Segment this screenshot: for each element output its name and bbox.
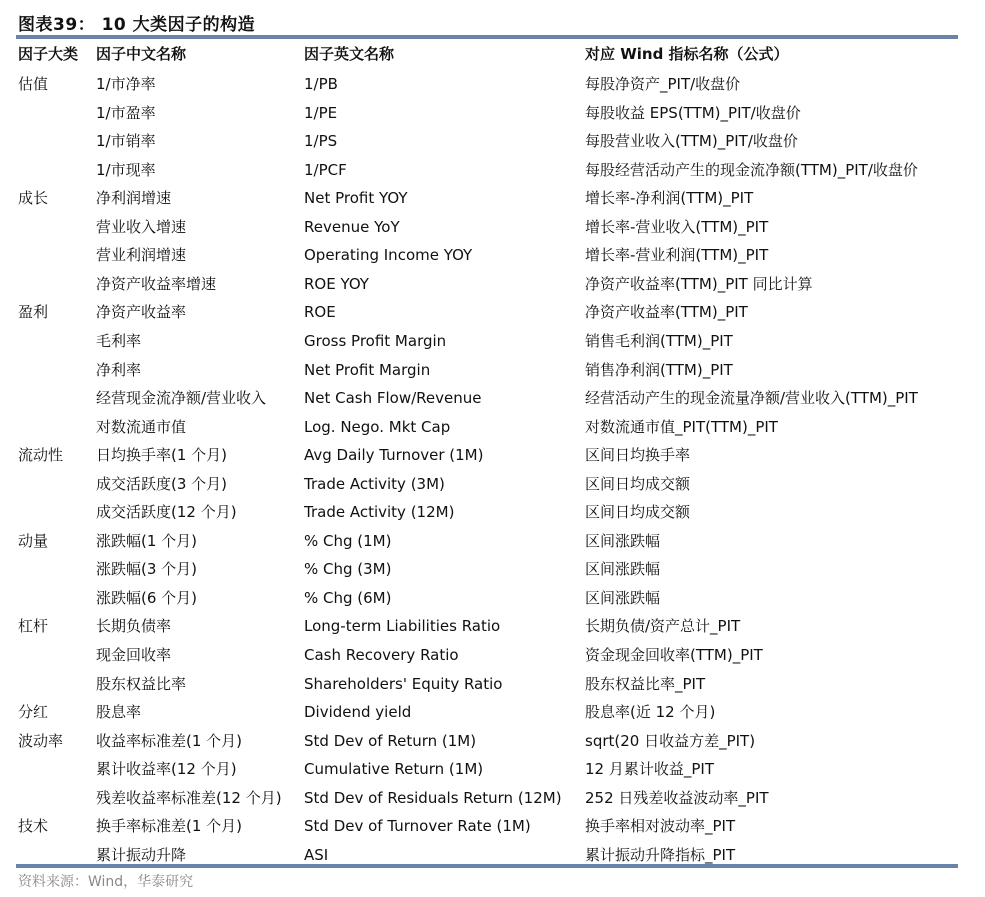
cell-en-name: Operating Income YOY (304, 246, 473, 265)
cell-wind-formula: 区间涨跌幅 (585, 588, 661, 607)
cell-cn-name: 换手率标准差(1 个月) (96, 817, 243, 836)
cell-cn-name: 股东权益比率 (96, 674, 187, 693)
table-row (0, 216, 985, 244)
cell-wind-formula: 资金现金回收率(TTM)_PIT (585, 646, 763, 664)
table-row (0, 758, 985, 786)
cell-cn-name: 累计收益率(12 个月) (96, 760, 237, 779)
cell-category: 动量 (18, 531, 49, 550)
table-row (0, 673, 985, 701)
cell-wind-formula: 销售净利润(TTM)_PIT (585, 360, 733, 379)
top-rule (16, 35, 958, 39)
cell-en-name: Shareholders' Equity Ratio (304, 674, 503, 693)
cell-wind-formula: 换手率相对波动率_PIT (585, 817, 736, 836)
cell-en-name: Trade Activity (3M) (304, 474, 445, 493)
cell-wind-formula: 股东权益比率_PIT (585, 674, 706, 693)
table-row (0, 159, 985, 187)
cell-category: 估值 (18, 75, 49, 93)
table-row (0, 815, 985, 843)
cell-wind-formula: 252 日残差收益波动率_PIT (585, 788, 769, 807)
cell-wind-formula: 每股营业收入(TTM)_PIT/收盘价 (585, 132, 798, 151)
cell-cn-name: 1/市净率 (96, 75, 156, 93)
table-row (0, 359, 985, 387)
cell-wind-formula: 销售毛利润(TTM)_PIT (585, 331, 733, 350)
cell-en-name: ASI (304, 845, 329, 864)
cell-wind-formula: 区间涨跌幅 (585, 560, 661, 579)
cell-en-name: Trade Activity (12M) (304, 503, 455, 522)
cell-cn-name: 净利润增速 (96, 189, 172, 208)
cell-cn-name: 日均换手率(1 个月) (96, 446, 228, 465)
cell-wind-formula: 每股收益 EPS(TTM)_PIT/收盘价 (585, 103, 801, 122)
table-row (0, 102, 985, 130)
table-row (0, 73, 985, 101)
cell-en-name: Long-term Liabilities Ratio (304, 617, 501, 636)
cell-en-name: Gross Profit Margin (304, 331, 447, 350)
cell-cn-name: 营业利润增速 (96, 246, 187, 265)
cell-cn-name: 涨跌幅(3 个月) (96, 560, 198, 579)
cell-wind-formula: 增长率-净利润(TTM)_PIT (585, 189, 754, 208)
cell-cn-name: 股息率 (96, 703, 142, 722)
table-row (0, 387, 985, 415)
cell-cn-name: 1/市盈率 (96, 103, 156, 122)
cell-en-name: Revenue YoY (304, 217, 400, 236)
cell-en-name: Log. Nego. Mkt Cap (304, 417, 451, 436)
cell-cn-name: 涨跌幅(1 个月) (96, 531, 198, 550)
table-row (0, 587, 985, 615)
cell-wind-formula: 增长率-营业收入(TTM)_PIT (585, 217, 769, 236)
table-row (0, 244, 985, 272)
header-wind-formula: 对应 Wind 指标名称（公式） (585, 45, 789, 63)
cell-wind-formula: 股息率(近 12 个月) (585, 703, 716, 722)
table-row (0, 187, 985, 215)
cell-en-name: ROE (304, 303, 336, 322)
cell-wind-formula: 累计振动升降指标_PIT (585, 845, 736, 864)
cell-wind-formula: sqrt(20 日收益方差_PIT) (585, 731, 756, 750)
cell-en-name: % Chg (3M) (304, 560, 392, 579)
cell-cn-name: 净资产收益率增速 (96, 274, 217, 293)
cell-cn-name: 成交活跃度(3 个月) (96, 474, 228, 493)
cell-cn-name: 累计振动升降 (96, 845, 187, 864)
cell-cn-name: 经营现金流净额/营业收入 (96, 389, 267, 408)
cell-cn-name: 对数流通市值 (96, 417, 187, 436)
cell-en-name: Avg Daily Turnover (1M) (304, 446, 484, 465)
cell-cn-name: 毛利率 (96, 331, 142, 350)
table-row (0, 301, 985, 329)
table-row (0, 558, 985, 586)
bottom-rule (16, 864, 958, 868)
table-row (0, 530, 985, 558)
cell-wind-formula: 每股经营活动产生的现金流净额(TTM)_PIT/收盘价 (585, 160, 918, 179)
table-header (0, 43, 985, 65)
header-category: 因子大类 (18, 45, 79, 63)
cell-category: 杠杆 (18, 617, 49, 636)
cell-wind-formula: 12 月累计收益_PIT (585, 760, 714, 779)
cell-en-name: Net Profit YOY (304, 189, 408, 208)
cell-en-name: Cash Recovery Ratio (304, 646, 459, 664)
table-row (0, 273, 985, 301)
cell-cn-name: 1/市销率 (96, 132, 156, 151)
cell-en-name: 1/PB (304, 75, 338, 93)
header-cn-name: 因子中文名称 (96, 45, 187, 63)
table-row (0, 501, 985, 529)
table-row (0, 730, 985, 758)
cell-cn-name: 营业收入增速 (96, 217, 187, 236)
cell-cn-name: 涨跌幅(6 个月) (96, 588, 198, 607)
cell-en-name: 1/PE (304, 103, 338, 122)
cell-wind-formula: 对数流通市值_PIT(TTM)_PIT (585, 417, 778, 436)
cell-wind-formula: 增长率-营业利润(TTM)_PIT (585, 246, 769, 265)
table-row (0, 615, 985, 643)
cell-en-name: Std Dev of Residuals Return (12M) (304, 788, 562, 807)
table-row (0, 330, 985, 358)
cell-en-name: 1/PS (304, 132, 338, 151)
cell-en-name: Cumulative Return (1M) (304, 760, 484, 779)
cell-en-name: 1/PCF (304, 160, 347, 179)
figure-title: 图表39： 10 大类因子的构造 (18, 15, 256, 35)
cell-en-name: Net Cash Flow/Revenue (304, 389, 482, 408)
cell-wind-formula: 区间日均成交额 (585, 503, 691, 522)
cell-wind-formula: 区间日均成交额 (585, 474, 691, 493)
cell-en-name: Std Dev of Turnover Rate (1M) (304, 817, 531, 836)
cell-wind-formula: 区间日均换手率 (585, 446, 691, 465)
cell-cn-name: 现金回收率 (96, 646, 172, 664)
table-row (0, 130, 985, 158)
table-row (0, 644, 985, 672)
cell-category: 分红 (18, 703, 49, 722)
cell-cn-name: 1/市现率 (96, 160, 156, 179)
cell-wind-formula: 区间涨跌幅 (585, 531, 661, 550)
cell-category: 成长 (18, 189, 49, 208)
cell-en-name: ROE YOY (304, 274, 369, 293)
table-row (0, 444, 985, 472)
cell-cn-name: 长期负债率 (96, 617, 172, 636)
table-row (0, 473, 985, 501)
cell-category: 波动率 (18, 731, 64, 750)
cell-cn-name: 净资产收益率 (96, 303, 187, 322)
cell-wind-formula: 净资产收益率(TTM)_PIT (585, 303, 748, 322)
cell-cn-name: 残差收益率标准差(12 个月) (96, 788, 282, 807)
cell-category: 盈利 (18, 303, 49, 322)
cell-en-name: Net Profit Margin (304, 360, 431, 379)
cell-en-name: % Chg (6M) (304, 588, 392, 607)
table-row (0, 787, 985, 815)
header-en-name: 因子英文名称 (304, 45, 395, 63)
cell-wind-formula: 经营活动产生的现金流量净额/营业收入(TTM)_PIT (585, 389, 918, 408)
cell-en-name: Dividend yield (304, 703, 412, 722)
cell-category: 流动性 (18, 446, 64, 465)
cell-cn-name: 收益率标准差(1 个月) (96, 731, 243, 750)
cell-wind-formula: 长期负债/资产总计_PIT (585, 617, 741, 636)
cell-en-name: % Chg (1M) (304, 531, 392, 550)
cell-en-name: Std Dev of Return (1M) (304, 731, 477, 750)
cell-cn-name: 成交活跃度(12 个月) (96, 503, 237, 522)
table-row (0, 701, 985, 729)
cell-wind-formula: 净资产收益率(TTM)_PIT 同比计算 (585, 274, 813, 293)
source-note: 资料来源：Wind，华泰研究 (18, 874, 194, 890)
table-row (0, 416, 985, 444)
cell-category: 技术 (18, 817, 49, 836)
cell-cn-name: 净利率 (96, 360, 142, 379)
cell-wind-formula: 每股净资产_PIT/收盘价 (585, 75, 741, 93)
